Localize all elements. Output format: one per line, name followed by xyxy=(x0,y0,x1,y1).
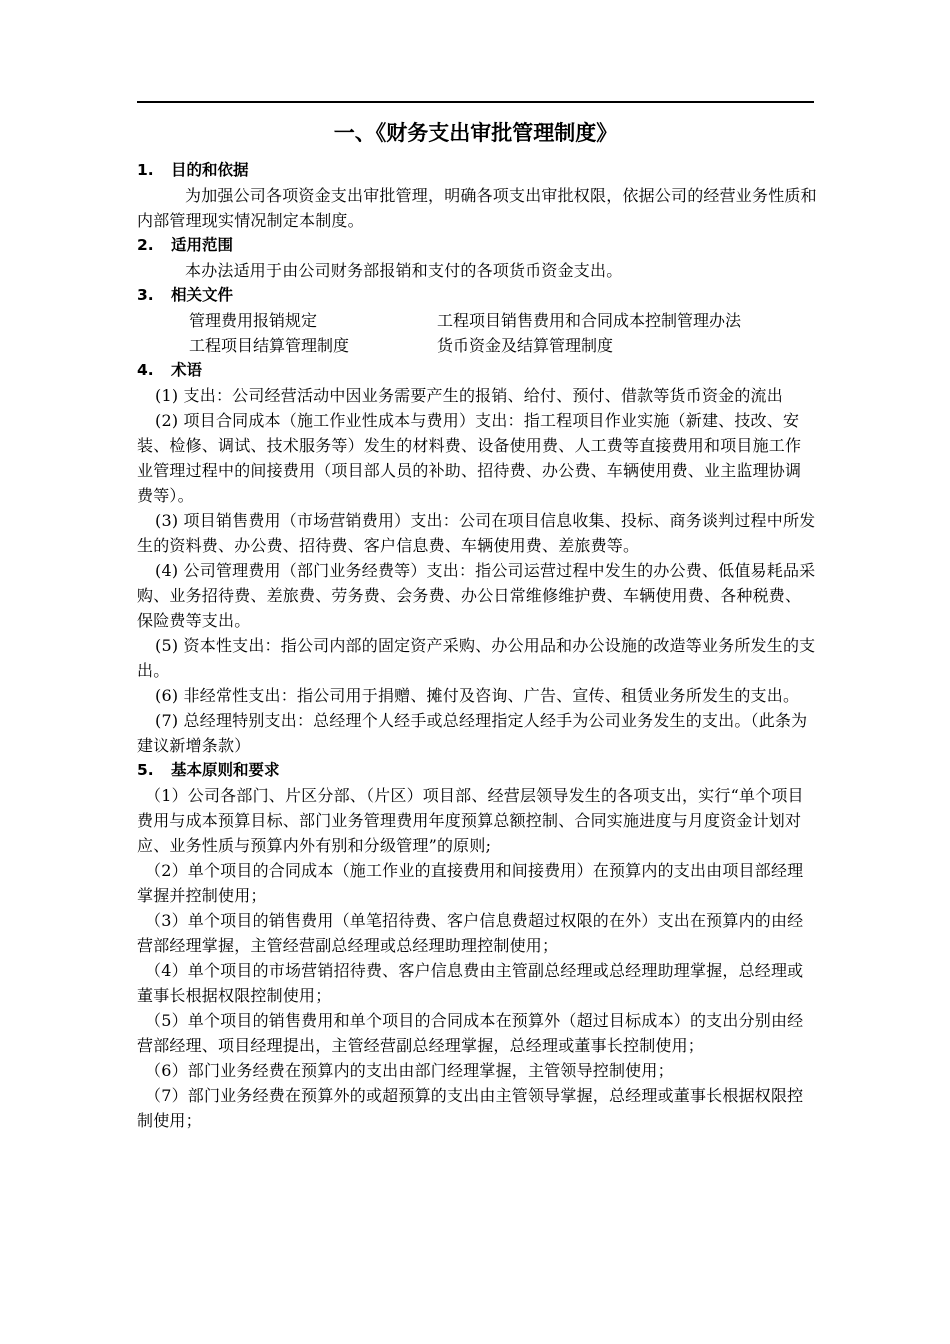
section-number: 2. xyxy=(137,236,154,254)
list-item xyxy=(189,333,817,358)
section-number: 5. xyxy=(137,761,154,779)
principle-item: （3）单个项目的销售费用（单笔招待费、客户信息费超过权限的在外）支出在预算内的由经营部经理掌握，主管经营副总经理或总经理助理控制使用； xyxy=(137,911,804,955)
section-title: 基本原则和要求 xyxy=(171,761,280,779)
principle-item: （4）单个项目的市场营销招待费、客户信息费由主管副总经理或总经理助理掌握，总经理或董事长根据权限控制使用； xyxy=(137,961,804,1005)
term-definition: (4) 公司管理费用（部门业务经费等）支出：指公司运营过程中发生的办公费、低值易耗品采购、业务招待费、差旅费、劳务费、会务费、办公日常维修维护费、车辆使用费、各种税费、保险费等支出。 xyxy=(137,561,816,630)
related-file: 工程项目结算管理制度 xyxy=(189,336,350,355)
section-number: 4. xyxy=(137,361,154,379)
related-file: 货币资金及结算管理制度 xyxy=(437,336,614,355)
document-title: 一、《财务支出审批管理制度》 xyxy=(333,121,618,145)
section-heading xyxy=(137,283,817,308)
list-item xyxy=(189,308,817,333)
principle-item: （5）单个项目的销售费用和单个项目的合同成本在预算外（超过目标成本）的支出分别由经营部经理、项目经理提出，主管经营副总经理掌握，总经理或董事长控制使用； xyxy=(137,1011,804,1055)
term-definition: (1) 支出：公司经营活动中因业务需要产生的报销、给付、预付、借款等货币资金的流出 xyxy=(155,386,783,405)
term-definition: (3) 项目销售费用（市场营销费用）支出：公司在项目信息收集、投标、商务谈判过程中所发生的资料费、办公费、招待费、客户信息费、车辆使用费、差旅费等。 xyxy=(137,511,816,555)
section-number: 1. xyxy=(137,161,154,179)
section-heading xyxy=(137,758,817,783)
related-files-list xyxy=(137,308,817,358)
section-number: 3. xyxy=(137,286,154,304)
term-definition: (5) 资本性支出：指公司内部的固定资产采购、办公用品和办公设施的改造等业务所发生的支出。 xyxy=(137,636,816,680)
related-file: 工程项目销售费用和合同成本控制管理办法 xyxy=(437,311,742,330)
section-title: 相关文件 xyxy=(171,286,234,304)
principle-item: （6）部门业务经费在预算内的支出由部门经理掌握，主管领导控制使用； xyxy=(145,1061,674,1080)
document-body xyxy=(137,158,817,1133)
section-title: 目的和依据 xyxy=(171,161,249,179)
section-heading xyxy=(137,358,817,383)
header-rule xyxy=(137,101,814,103)
term-definition: (7) 总经理特别支出：总经理个人经手或总经理指定人经手为公司业务发生的支出。（此条为建议新增条款） xyxy=(137,711,808,755)
principle-item: （1）公司各部门、片区分部、（片区）项目部、经营层领导发生的各项支出，实行“单个项目费用与成本预算目标、部门业务管理费用年度预算总额控制、合同实施进度与月度资金计划对应、业务性质与预算内外有别和分级管理”的原则; xyxy=(137,786,804,855)
section-heading xyxy=(137,233,817,258)
principle-item: （7）部门业务经费在预算外的或超预算的支出由主管领导掌握，总经理或董事长根据权限控制使用； xyxy=(137,1086,804,1130)
term-definition: (2) 项目合同成本（施工作业性成本与费用）支出：指工程项目作业实施（新建、技改、安装、检修、调试、技术服务等）发生的材料费、设备使用费、人工费等直接费用和项目施工作业管理过程中的间接费用（项目部人员的补助、招待费、办公费、车辆使用费、业主监理协调费等）。 xyxy=(137,411,802,505)
principle-item: （2）单个项目的合同成本（施工作业的直接费用和间接费用）在预算内的支出由项目部经理掌握并控制使用； xyxy=(137,861,804,905)
related-file: 管理费用报销规定 xyxy=(189,311,318,330)
term-definition: (6) 非经常性支出：指公司用于捐赠、摊付及咨询、广告、宣传、租赁业务所发生的支出。 xyxy=(155,686,800,705)
section-title: 术语 xyxy=(171,361,203,379)
paragraph: 本办法适用于由公司财务部报销和支付的各项货币资金支出。 xyxy=(185,261,623,280)
paragraph: 为加强公司各项资金支出审批管理，明确各项支出审批权限，依据公司的经营业务性质和内部管理现实情况制定本制度。 xyxy=(137,186,817,230)
section-title: 适用范围 xyxy=(171,236,234,254)
section-heading xyxy=(137,158,817,183)
